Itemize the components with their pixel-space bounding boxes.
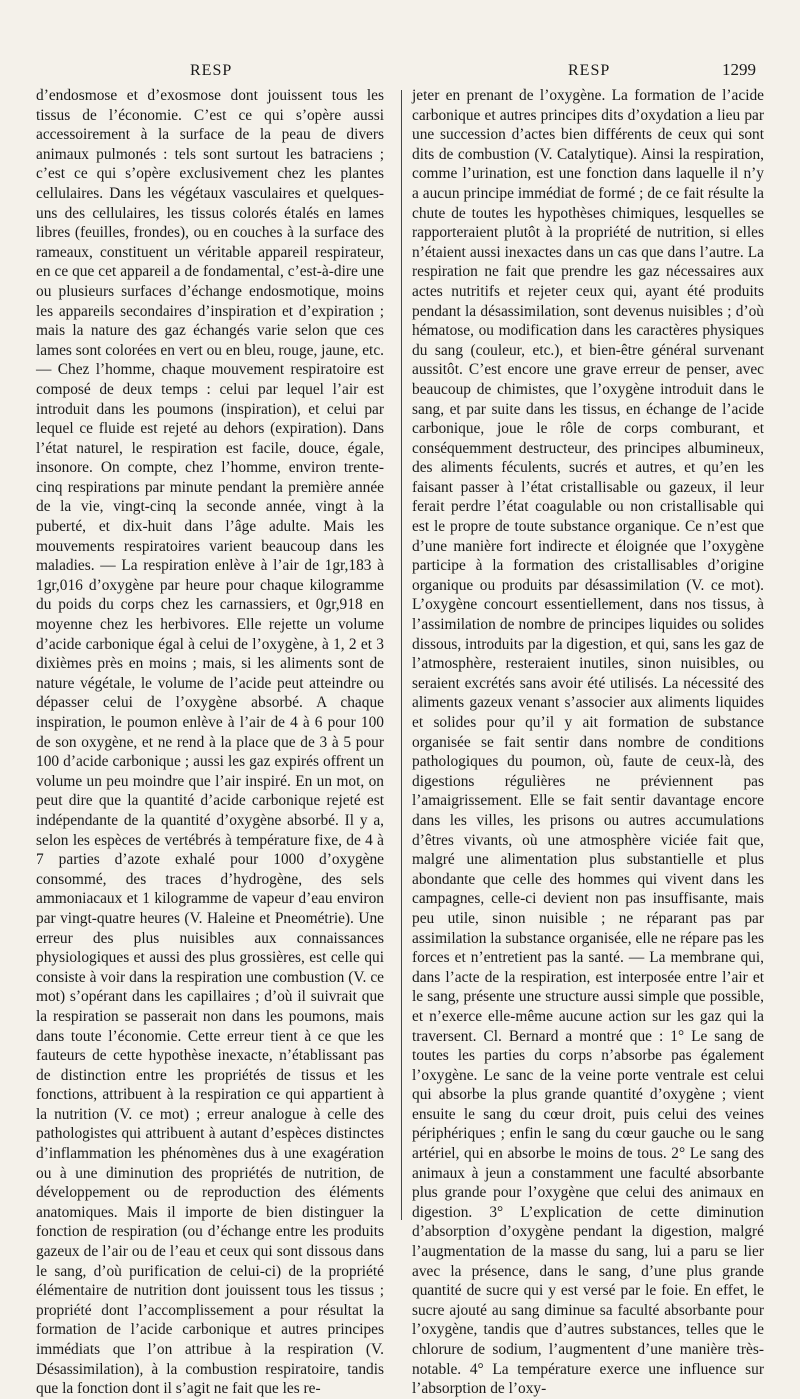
running-head-left: RESP xyxy=(190,62,233,79)
text-column-right xyxy=(412,86,764,1399)
paragraph-right: jeter en prenant de l’oxygène. La formation de l’acide carbonique et autres principes dits d’oxydation a lieu par une succession d’actes bien différents de ceux qui sont dits de combustion (V. Catalytique). Ainsi la respiration, comme l’urination, est une fonction dans laquelle il n’y a aucun principe immédiat de formé ; de ce fait résulte la chute de toutes les hypothèses chimiques, lesquelles se rapporteraient plutôt à la propriété de nutrition, si elles n’étaient aussi inexactes dans un cas que dans l’autre. La respiration ne fait que prendre les gaz nécessaires aux actes nutritifs et rejeter ceux qui, ayant été produits pendant la désassimilation, sont devenus nuisibles ; d’où hématose, ou modification dans les caractères physiques du sang (couleur, etc.), et bien-être général survenant aussitôt. C’est encore une grave erreur de penser, avec beaucoup de chimistes, que l’oxygène introduit dans le sang, et par suite dans les tissus, en échange de l’acide carbonique, joue le rôle de corps comburant, et conséquemment destructeur, des principes albumineux, des aliments féculents, sucrés et autres, et qu’en les faisant passer à l’état cristallisable ou gazeux, il leur ferait perdre l’état coagulable ou non cristallisable qui est le propre de toute substance organique. Ce n’est que d’une manière fort indirecte et éloignée que l’oxygène participe à la formation des cristallisables d’origine organique ou produits par désassimilation (V. ce mot). L’oxygène concourt essentiellement, dans nos tissus, à l’assimilation de nombre de principes liquides ou solides dissous, introduits par la digestion, et qui, sans les gaz de l’atmosphère, resteraient inutiles, sinon nuisibles, ou seraient excrétés sans avoir été utilisés. La nécessité des aliments gazeux venant s’associer aux aliments liquides et solides pour qu’il y ait formation de substance organisée se fait sentir dans nombre de conditions pathologiques du poumon, où, faute de ceux-là, des digestions régulières ne préviennent pas l’amaigrissement. Elle se fait sentir davantage encore dans les villes, les prisons ou autres accumulations d’êtres vivants, où une atmosphère viciée fait que, malgré une alimentation plus substantielle et plus abondante que celle des hommes qui vivent dans les campagnes, celle-ci devient non pas insuffisante, mais peu utile, sinon nuisible ; ne réparant pas par assimilation la substance organisée, elle ne répare pas les forces et n’entretient pas la santé. — La membrane qui, dans l’acte de la respiration, est interposée entre l’air et le sang, présente une structure aussi simple que possible, et n’exerce elle-même aucune action sur les gaz qui la traversent. Cl. Bernard a montré que : 1° Le sang de toutes les parties du corps n’absorbe pas également l’oxygène. Le sanc de la veine porte ventrale est celui qui absorbe la plus grande quantité d’oxygène ; vient ensuite le sang du cœur droit, puis celui des veines périphériques ; enfin le sang du cœur gauche ou le sang artériel, qui en absorbe le moins de tous. 2° Le sang des animaux à jeun a constamment une faculté absorbante plus grande pour l’oxygène que celui des animaux en digestion. 3° L’explication de cette diminution d’absorption d’oxygène pendant la digestion, malgré l’augmentation de la masse du sang, lui a paru se lier avec la présence, dans le sang, d’une plus grande quantité de sucre qui y est versé par le foie. En effet, le sucre ajouté au sang diminue sa faculté absorbante pour l’oxygène, tandis que d’autres substances, telles que le chlorure de sodium, l’augmentent d’une manière très-notable. 4° La température exerce une influence sur l’absorption de l’oxy- xyxy=(412,87,764,1398)
running-head-right: RESP xyxy=(568,62,611,79)
paragraph-left: d’endosmose et d’exosmose dont jouissent tous les tissus de l’économie. C’est ce qui s’opère aussi accessoirement à la surface de la peau de divers animaux pulmonés : tels sont surtout les batraciens ; c’est ce qui s’opère exclusivement chez les plantes cellulaires. Dans les végétaux vasculaires et quelques-uns des cellulaires, les tissus colorés étalés en lames libres (feuilles, frondes), ou en couches à la surface des rameaux, constituent un véritable appareil respirateur, en ce que cet appareil a de fondamental, c’est-à-dire une ou plusieurs surfaces d’échange endosmotique, moins les appareils secondaires d’inspiration et d’expiration ; mais la nature des gaz échangés varie selon que ces lames sont colorées en vert ou en bleu, rouge, jaune, etc. — Chez l’homme, chaque mouvement respiratoire est composé de deux temps : celui par lequel l’air est introduit dans les poumons (inspiration), et celui par lequel ce fluide est rejeté au dehors (expiration). Dans l’état naturel, le respiration est facile, douce, égale, insonore. On compte, chez l’homme, environ trente-cinq respirations par minute pendant la première année de la vie, vingt-cinq la seconde année, vingt à la puberté, et dix-huit dans l’âge adulte. Mais les mouvements respiratoires varient beaucoup dans les maladies. — La respiration enlève à l’air de 1gr,183 à 1gr,016 d’oxygène par heure pour chaque kilogramme du poids du corps chez les carnassiers, et 0gr,918 en moyenne chez les herbivores. Elle rejette un volume d’acide carbonique égal à celui de l’oxygène, à 1, 2 et 3 dixièmes près en moins ; mais, si les aliments sont de nature végétale, le volume de l’acide peut atteindre ou dépasser celui de l’oxygène absorbé. A chaque inspiration, le poumon enlève à l’air de 4 à 6 pour 100 de son oxygène, et ne rend à la place que de 3 à 5 pour 100 d’acide carbonique ; aussi les gaz expirés offrent un volume un peu moindre que l’air inspiré. En un mot, on peut dire que la quantité d’acide carbonique rejeté est indépendante de la quantité d’oxygène absorbé. Il y a, selon les espèces de vertébrés à température fixe, de 4 à 7 parties d’azote exhalé pour 1000 d’oxygène consommé, des traces d’hydrogène, des sels ammoniacaux et 1 kilogramme de vapeur d’eau environ par vingt-quatre heures (V. Haleine et Pneométrie). Une erreur des plus nuisibles aux connaissances physiologiques et aussi des plus grossières, est celle qui consiste à voir dans la respiration une combustion (V. ce mot) s’opérant dans les capillaires ; d’où il suivrait que la respiration se passerait non dans les poumons, mais dans toute l’économie. Cette erreur tient à ce que les fauteurs de cette hypothèse inexacte, n’établissant pas de distinction entre les propriétés de tissus et les fonctions, attribuent à la respiration ce qui appartient à la nutrition (V. ce mot) ; erreur analogue à celle des pathologistes qui attribuent à autant d’espèces distinctes d’inflammation les phénomènes dus à une exagération ou à une diminution des propriétés de nutrition, de développement ou de reproduction des éléments anatomiques. Mais il importe de bien distinguer la fonction de respiration (ou d’échange entre les produits gazeux de l’air ou de l’eau et ceux qui sont dissous dans le sang, d’où purification de celui-ci) de la propriété élémentaire de nutrition dont jouissent tous les tissus ; propriété dont l’accomplissement a pour résultat la formation de l’acide carbonique et autres principes immédiats que l’on attribue à la respiration (V. Désassimilation), à la combustion respiratoire, tandis que la fonction dont il s’agit ne fait que les re- xyxy=(36,87,384,1398)
column-divider xyxy=(401,90,402,1220)
text-column-left xyxy=(36,86,384,1399)
page-number: 1299 xyxy=(722,60,756,79)
